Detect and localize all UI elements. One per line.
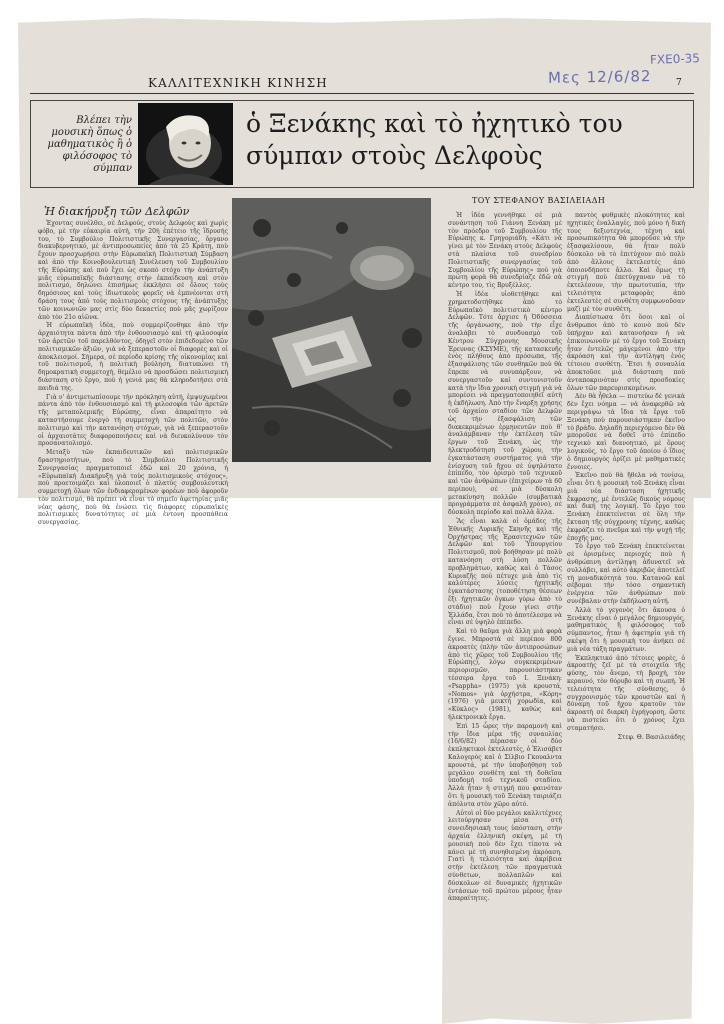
page-number: 7: [676, 78, 682, 88]
sidebar-declaration-text: [38, 220, 228, 527]
section-title: ΚΑΛΛΙΤΕΧΝΙΚΗ ΚΙΝΗΣΗ: [148, 76, 328, 90]
article-paragraph: Ἡ ἰδέα υἱοθετήθηκε καὶ χρηματοδοτήθηκε ἀπὸ τὸ Εὐρωπαϊκὸ πολιτιστικὸ κέντρο Δελφῶν. Τότε ἄρχισε ἡ Ὀδύσσεια τῆς ὀργάνωσης, ποὺ τὴν εἶχε ἀναλάβει τὸ συνδυασμὸ τοῦ Κέντρου Σύγχρονης Μουσικῆς Ἐρευνας (ΚΣΥΜΕ), τῆς κατασκευῆς ἑνὸς πλήθους ἀπὸ πρόσωπα, τῆς ἐξασφάλισης τῶν συνθηκῶν ποὺ θὰ ἔπρεπε νὰ συνυπάρξουν, νὰ συνεργαστοῦν καὶ συντονιστοῦν κατὰ τὴν ἴδια χρονικὴ στιγμὴ γιὰ νὰ μπορέσει νὰ πραγματοποιηθεῖ αὐτὴ ἡ ἐκδήλωση. Ἀπὸ τὴν ἔναρξη χρήσης τοῦ ἀρχαίου σταδίου τῶν Δελφῶν ὡς τὴν ἐξασφάλιση τῶν διακεκριμένων ἑρμηνευτῶν ποὺ θ' ἀναλάμβαναν τὴν ἐκτέλεση τῶν ἔργων τοῦ Ξενάκη, ὡς τὴν ἠλεκτροδότηση τοῦ χώρου, τὴν ἐγκατάσταση συστήματος γιὰ τὴν ἐνίσχυση τοῦ ἤχου σὲ ὑψηλότατο ἐπίπεδο, τὸν ὀρισμὸ τοῦ τεχνικοῦ καὶ τῶν ἀνθρώπων (ἐπιχείρων τὰ 60 περίπου), σὲ μιὰ δύσκολη μετακίνηση πολλῶν (συμβατικὰ προγράμματα σὲ ἀσφαλῆ χρόνο), σὲ δύσκολη περίοδο καὶ πολλὰ ἄλλα.: [448, 290, 562, 517]
article-paragraph: Ἐπὶ 15 ὧρες τὴν παραμονὴ καὶ τὴν ἴδια μέρα τῆς συναυλίας (16/6/82) πέρασαν οἱ δύο ἐκπληκτικοὶ ἐκτελεστές, ὁ Ἐλισάβετ Καλογερὸς καὶ ὁ Σίλβιο Γκουαλντα κρουστά, μὲ τὴν ὑποβοήθηση τοῦ μεγάλου συνθέτη καὶ τὴ δοθεῖσα ὑποδομή τοῦ τεχνικοῦ σταδίου. Ἀλλὰ ἦταν ἡ στιγμή που φαινόταν ὅτι ἡ μουσικὴ τοῦ Ξενάκη ταιριάζει ἀπόλυτα στὸν χῶρο αὐτό.: [448, 722, 562, 808]
article-paragraph: Ἐκπληκτικό ἀπὸ τέτοιες φορὲς, ὁ ἀκροατὴς ζεῖ μὲ τὰ στοιχεῖα τῆς φύσης, τὸν ἄνεμο, τὴ βροχή, τὸν κεραυνό, τὸν θόρυβο καὶ τὴ σιωπή. Ἡ τελειότητα τῆς σύνθεσης, ὁ συγχρονισμὸς τῶν κρουστῶν καὶ ἡ δύναμη τοῦ ἤχου κρατοῦν τὸν ἀκροατὴ σὲ διαρκὴ ἐγρήγορση, ὥστε νὰ πιστεύει ὅτι ὁ χρόνος ἔχει σταματήσει.: [567, 654, 685, 732]
handwritten-archive-reference: FXE0-35: [649, 51, 701, 67]
sidebar-subhead: Ἡ διακήρυξη τῶν Δελφῶν: [44, 205, 190, 218]
sidebar-paragraph: Ἡ εὐρωπαϊκὴ ἰδέα, ποὺ συμμερίζονθηκε ἀπὸ τὴν ἀρχαιότητα πάντα ἀπὸ τὴν ἐνθουσιασμὸ καὶ τὴ φιλοσοφία τῶν ἀρετῶν τοῦ παρελθόντος, ὁδηγεῖ στὸν ἐπιδεδομένο τῶν πολιτισμικῶν ἀξιῶν, γιὰ νὰ ξεπεραστοῦν οἱ διαφορὲς καὶ οἱ ἀποκλεισμοί. Σήμερα, σὲ περίοδο κρίσης τῆς οἰκονομίας καὶ τοῦ πολιτισμοῦ, ἡ πολιτικὴ βούληση, διατυπώνει τὴ δημοκρατικὴ συμμετοχὴ, θεμέλιο νὰ προσδώσει πολιτισμικὴ διάσταση στὸ ἔργο, ποὺ ἡ γενιά μας θὰ κληροδοτήσει στὰ παιδιά της.: [38, 322, 228, 392]
sidebar-paragraph: Ἐχοντας συνέλθει, σὲ Δελφούς, στοὺς Δελφοὺς καὶ χωρὶς φόβο, μὲ τὴν εὐκαιρία αὐτή, τὴν 20ὴ ἐπέτειο τῆς ἵδρυσής του, τὸ Συμβούλιο Πολιτιστικῆς Συνεργασίας, ὄργανο διακυβερνητικό, μὲ ἀντιπροσωπείες ἀπὸ τὰ 25 Κράτη, ποὺ ἔχουν προσχωρήσει στὴν Εὐρωπαϊκὴ Πολιτιστικὴ Σύμβαση καὶ ἀπὸ τὴν Κοινοβουλευτικὴ Συνέλευση τοῦ Συμβουλίου τῆς Εὐρώπης καὶ ποὺ ἔχει ὡς σκοπὸ στόχο τὴν ἀνάπτυξη μιᾶς εὐρωπαϊκῆς διάστασης στὴν ἐκπαίδευση καὶ στὸν πολιτισμό, δηλώνει ἐπισήμως ἐκκλήσει σὲ ὅλους τοὺς δημόσιους καὶ τοὺς ἰδιωτικοὺς φορεῖς νὰ ἐμπνέονται στὴ δράση τους ἀπὸ τοὺς πολιτισμοὺς στόχους τῆς ἀνάπτυξης τῶν κοινωνιῶν μας στὶς δύο δεκαετίες ποὺ μᾶς χωρίζουν ἀπὸ τὸν 21ο αἰῶνα.: [38, 220, 228, 321]
headline-kicker: Βλέπει τὴν μουσικὴ ὅπως ὁ μαθηματικὸς ἢ ὁ φιλόσοφος τὸ σύμπαν: [47, 115, 132, 174]
article-paragraph: Δὲν θὰ ἦθελα — πιστεύω δὲ γενικὰ δὲν ἔχει νόημα — νὰ ἀναφερθῶ νὰ περιγράψω τὰ ἴδια τὰ ἔργα τοῦ Ξενάκη ποὺ παρουσιάστηκαν ἐκεῖνο τὸ βράδυ. Δηλαδὴ περιεχόμενο δὲν θὰ μποροῦσε νὰ δοθεῖ στὸ ἐπίπεδο τεχνικὸ καὶ διανοητικό, μὲ ὅρους λογικούς, τὸ ἔργο τοῦ ὁποίου ὁ ἴδιος ὁ δημιουργὸς ὁρίζει μὲ μαθηματικὲς ἔννοιες.: [567, 393, 685, 471]
article-column-right: [567, 212, 685, 1007]
article-paragraph: Αὐτοὶ οἱ δύο μεγάλοι καλλιτέχνες λειτούργησαν μέσα στὴ συνειδησιακὴ τους ὑπόσταση, στὴν ἀρχαία ἑλληνικὴ σκέψη, μὲ τὴ μουσικὴ ποὺ δὲν ἔχει τίποτα νὰ κάνει μὲ τὴ συνηθισμένη ἀκρόαση. Γιατὶ ἡ τελειότητα καὶ ἀκρίβεια στὴν ἐκτέλεση τῶν πραγματικὰ σύνθετων, πολλαπλῶν καὶ δύσκολων σὲ δυναμικὲς ἠχητικῶν ἐντάσεων τοῦ πρώτου μέρους ἦταν ἀπαραίτητες.: [448, 809, 562, 903]
sidebar-paragraph: Μεταξὺ τῶν ἐκπαιδευτικῶν καὶ πολιτισμικῶν δραστηριοτήτων, ποὺ τὸ Συμβούλιο Πολιτιστικῆς Συνεργασίας πραγματοποιεῖ ἐδῶ καὶ 20 χρόνια, ἡ «Εὐρωπαϊκὴ Διακήρυξη γιὰ τοὺς πολιτισμικοὺς στόχους», ποὺ προετοιμάζει καὶ ὑλοποιεῖ ὁ πλατὺς συμβουλευτικὴ συμμετοχὴ ὅλων τῶν ἐνδιαφερομένων φορέων ποὺ ἀφοροῦν τὸν πολιτισμό, θὰ πρέπει νὰ εἶναι τὸ σημεῖο ἀφετηρίας μιᾶς νέας φάσης, ποὺ θὰ ἐνώσει τὶς διάφορες εὐρωπαϊκὲς πολιτισμικὲς δυνατότητες σὲ μιὰ ἐντονη προσπάθεια συνεργασίας.: [38, 449, 228, 527]
delphi-stadium-aerial-photo: [232, 198, 431, 462]
article-paragraph: Καὶ τὸ θαῦμα γιὰ ἄλλη μιὰ φορὰ ἔγινε. Μπροστὰ σὲ περίπου 800 ἀκροατὲς (πλὴν τῶν ἀντιπροσώπων ἀπὸ τὶς χῶρες τοῦ Συμβουλίου τῆς Εὐρώπης), λόγω συγκεκριμένων περιορισμῶν, παρουσιάστηκαν τέσσερα ἔργα τοῦ Ι. Ξενάκη: «Psappha» (1975) γιὰ κρουστά, «Nomos» γιὰ ὀρχήστρα, «Κόρη» (1976) γιὰ μεικτὴ χορωδία, καὶ «Κύκλος» (1981), καθὼς καὶ ἠλεκτρονικὰ ἔργα.: [448, 628, 562, 721]
article-column-middle: [448, 212, 562, 1012]
article-headline: ὁ Ξενάκης καὶ τὸ ἠχητικὸ του σύμπαν στοὺς Δελφοὺς: [246, 109, 623, 170]
article-paragraph: Διαπίστωσα ὅτι ὅσοι καὶ οἱ ἄνθρωποι ἀπὸ τὸ κοινὸ ποὺ δὲν ὑπήρχαν καὶ κατανοήσαν ἡ νὰ ἐπικοινωνοῦν μὲ τὸ ἔργο τοῦ Ξενάκη ἦταν ἐντελῶς μάγεμένοι ἀπὸ τὴν ἀκρόαση καὶ τὴν ἀντίληψη ἑνὸς τέτοιου συνθέτη. Ἔτσι ἡ συναυλία ἀποκτοῦσε μιὰ διάσταση ποὺ ἀνταποκρινόταν στὶς προσδοκίες ὅλων τῶν παρευρισκομένων.: [567, 314, 685, 392]
article-paragraph: Ἀλλὰ τὸ γεγονὸς ὅτι ἄκουσα ὁ Ξενάκης εἶναι ὁ μεγάλος δημιουργός, μαθηματικὸς ἢ φιλόσοφος τοῦ σύμπαντος, ἦταν ἡ ἀφετηρία γιὰ τὴ σκέψη ὅτι ἡ μουσικὴ του ἀνήκει σὲ μιὰ νέα τάξη πραγμάτων.: [567, 606, 685, 653]
article-byline: ΤΟΥ ΣΤΕΦΑΝΟΥ ΒΑΣΙΛΕΙΑΔΗ: [472, 196, 606, 205]
composer-portrait-photo: [138, 103, 233, 185]
article-paragraph: Ἡ ἰδέα γεννήθηκε σὲ μιὰ συνάντηση τοῦ Γιάννη Ξενάκη μὲ τὸν πρόεδρο τοῦ Συμβουλίου τῆς Εὐρώπης κ. Γρηγοριάδη. «Κάτι νὰ γίνει μὲ τὸν Ξενάκη στοὺς Δελφοὺς στὰ πλαίσια τοῦ συνεδρίου Πολιτιστικῆς συνεργασίας τοῦ Συμβουλίου τῆς Εὐρώπης» ποὺ γιὰ πρώτη φορὰ θὰ συνεδρίαζε ἐδῶ σὰ κέντρο του, τὶς Βρυξέλλες.: [448, 212, 562, 290]
section-divider: [30, 93, 694, 94]
article-paragraph: Τὸ ἔργο τοῦ Ξενάκη ἐπεκτείνεται σὲ ὀρισμένες περιοχές ποὺ ἡ ἀνθρώπινη ἀντίληψη ἀδυνατεῖ νὰ συλλάβει, καὶ αὐτὸ ἀκριβῶς ἀποτελεῖ τὴ μοναδικότητά του. Κατανοῶ καὶ σέβομαι τὴν τόσο σημαντικὴ ἐνέργεια τῶν ἀνθρώπων ποὺ συνέβαλαν στὴν ἐκδήλωση αὐτή.: [567, 543, 685, 606]
article-signature: Στεφ. Θ. Βασιλειάδης: [617, 733, 685, 741]
sidebar-paragraph: Γιὰ ν' ἀντιμετωπίσουμε τὴν πρόκληση αὐτή, ἐμψυχωμένοι πάντα ἀπὸ τὸν ἐνθουσιασμὸ καὶ τὴ φιλοσοφία τῶν ἀρετῶν τῆς μεταπολεμικῆς Εὐρώπης, εἶναι ἀπαραίτητο νὰ καταστήσουμε ἐνεργὸ τὴ συμμετοχὴ τῶν πολιτῶν, στὸν πολιτισμὸ καὶ τὴν κατανόηση στόχων, γιὰ νὰ ξεπεραστοῦν οἱ ἀρχαιοτάτες διαφοροποιήσεις καὶ νὰ διευκολύνουν τὸν προσανατολισμό.: [38, 393, 228, 448]
article-paragraph: Ἐκεῖνο ποὺ θὰ ἤθελα νὰ τονίσω, εἶναι ὅτι ἡ μουσικὴ τοῦ Ξενάκη εἶναι μιὰ νέα διάσταση ἠχητικῆς ἔκφρασης, μὲ ἐντελῶς δικοὺς νόμους καὶ δική της λογική. Τὸ ἔργο του Ξενάκη ἐπεκτείνεται σὲ ὅλη τὴν ἔκταση τῆς σύγχρονης τέχνης, καθὼς ἐκφράζει τὸ πνεῦμα καὶ τὴν ψυχὴ τῆς ἐποχῆς μας.: [567, 472, 685, 542]
handwritten-date-note: Mες 12/6/82: [547, 67, 652, 87]
article-paragraph: Ἂς εἶναι καλὰ οἱ ὁμάδες τῆς Ἐθνικῆς Λυρικῆς Σκηνῆς καὶ τῆς Ὀρχήστρας τῆς Ἐρασιτεχνῶν τῶν Δελφῶν καὶ τοῦ Ὑπουργείου Πολιτισμοῦ, ποὺ βοήθησαν μὲ πολὺ κατανόηση στὴ λύση πολλῶν προβλημάτων, καθὼς καὶ ὁ Τάσος Κυριαζῆς ποὺ πέτυχε μιὰ ἀπὸ τὶς καλύτερες λύσεις ἠχητικῆς ἐγκατάστασης (τοποθέτηση θέσεων ἔξι ἠχητικῶν ὄγκων γύρω ἀπὸ τὸ στάδιο) ποὺ ἔχουν γίνει στὴν Ἑλλάδα, ἔτσι ποὺ τὸ ἀποτέλεσμα νὰ εἶναι σὲ ὑψηλὸ ἐπίπεδο.: [448, 518, 562, 627]
article-paragraph: παντὸς φυθμικὲς πλοκότητες καὶ ηχητικὲς ἐναλλαγές, ποὺ μόνο ἡ δική τους δεξιοτεχνία, τέχνη καὶ προσωπικότητα θὰ μποροῦσε νὰ τὴν ἐξασφαλίσουν, θὰ ἦταν πολὺ δύσκολο νὰ τὸ ἐπιτύχουν πιὸ πολὺ ἀπὸ ἄλλους ἐκτελεστές ἀπὸ ὁποιονδήποτε ἄλλο. Καὶ ὅμως τὴ στιγμὴ ποὺ ἐπετύγχαναν νὰ τὸ ἐκτελέσουν, τὴν πρωτοτυπία, τὴν τελειότητα μεταφορὰς ἀπὸ ἐκτελεστὲς σὲ συνθέτη συμφωνοῦσαν μαζὶ μὲ τὸν συνθέτη.: [567, 212, 685, 313]
